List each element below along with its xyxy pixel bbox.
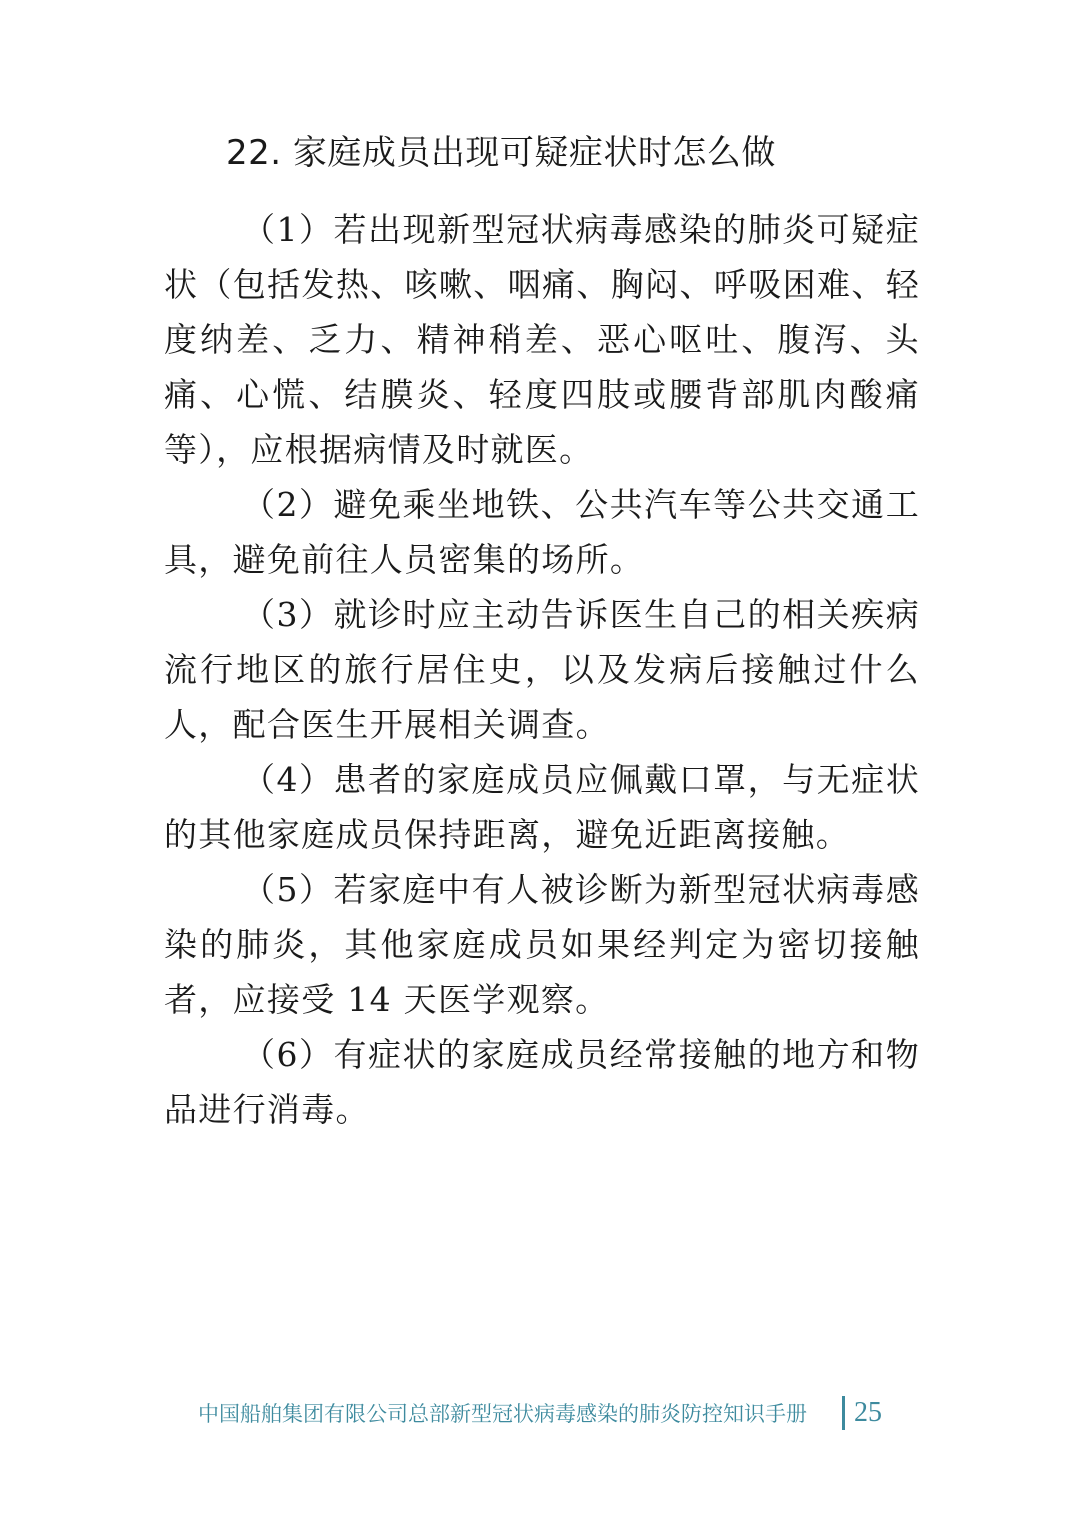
paragraph-5: （5）若家庭中有人被诊断为新型冠状病毒感染的肺炎，其他家庭成员如果经判定为密切接触者，应接受 14 天医学观察。 [164,870,920,1019]
paragraph-1: （1）若出现新型冠状病毒感染的肺炎可疑症状（包括发热、咳嗽、咽痛、胸闷、呼吸困难、轻度纳差、乏力、精神稍差、恶心呕吐、腹泻、头痛、心慌、结膜炎、轻度四肢或腰背部肌肉酸痛等），应根据病情及时就医。 [164,210,920,469]
paragraph-6: （6）有症状的家庭成员经常接触的地方和物品进行消毒。 [164,1035,920,1129]
paragraph-3: （3）就诊时应主动告诉医生自己的相关疾病流行地区的旅行居住史，以及发病后接触过什么人，配合医生开展相关调查。 [164,595,920,744]
paragraph-4: （4）患者的家庭成员应佩戴口罩，与无症状的其他家庭成员保持距离，避免近距离接触。 [164,760,920,854]
section-heading: 22. 家庭成员出现可疑症状时怎么做 [226,133,776,173]
page-number: 25 [854,1397,882,1428]
footer-divider [842,1396,845,1430]
paragraph-2: （2）避免乘坐地铁、公共汽车等公共交通工具，避免前往人员密集的场所。 [164,485,920,579]
footer-book-title: 中国船舶集团有限公司总部新型冠状病毒感染的肺炎防控知识手册 [198,1402,807,1426]
page-footer [0,1392,1080,1436]
body-text [164,202,920,1137]
